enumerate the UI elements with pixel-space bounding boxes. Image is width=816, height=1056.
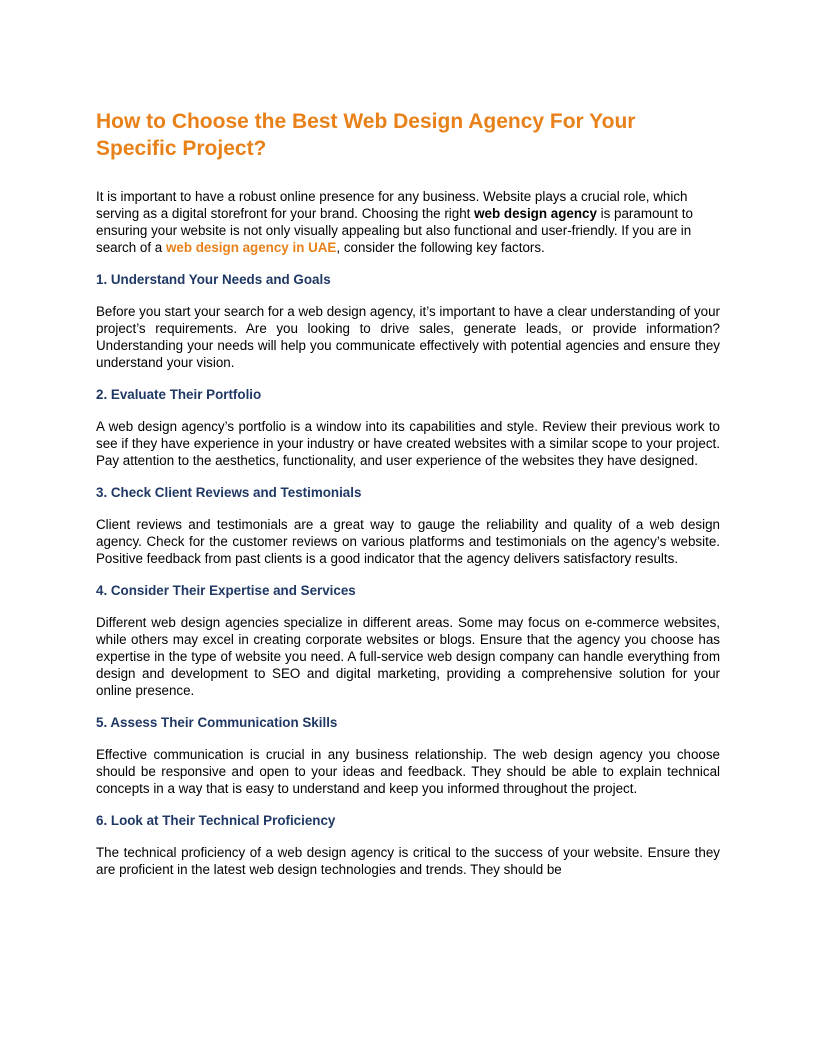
intro-text-2: is paramount to ensuring your website is not only visually appealing but also functional and user-friendly. If you are in search of a: [96, 206, 693, 255]
section-heading: 6. Look at Their Technical Proficiency: [96, 813, 336, 828]
section-heading: 2. Evaluate Their Portfolio: [96, 387, 262, 402]
section-body: A web design agency’s portfolio is a window into its capabilities and style. Review their previous work to see if they have experience in your industry or have created websites with a similar scope to your project. Pay attention to the aesthetics, functionality, and user experience of the websites they have designed.: [96, 419, 720, 468]
intro-text-3: , consider the following key factors.: [336, 240, 545, 255]
section-heading: 5. Assess Their Communication Skills: [96, 715, 338, 730]
section-body: Different web design agencies specialize in different areas. Some may focus on e-commerce websites, while others may excel in creating corporate websites or blogs. Ensure that the agency you choose has expertise in the type of website you need. A full-service web design company can handle everything from design and development to SEO and digital marketing, providing a comprehensive solution for your online presence.: [96, 615, 720, 698]
section-heading: 1. Understand Your Needs and Goals: [96, 272, 331, 287]
section-body: The technical proficiency of a web design agency is critical to the success of your website. Ensure they are proficient in the latest web design technologies and trends. They should be: [96, 845, 720, 877]
section-body: Effective communication is crucial in any business relationship. The web design agency you choose should be responsive and open to your ideas and feedback. They should be able to explain technical concepts in a way that is easy to understand and keep you informed throughout the project.: [96, 747, 720, 796]
section-heading: 4. Consider Their Expertise and Services: [96, 583, 356, 598]
web-design-agency-uae-link[interactable]: web design agency in UAE: [165, 240, 337, 255]
section-heading: 3. Check Client Reviews and Testimonials: [96, 485, 362, 500]
intro-text-1: It is important to have a robust online presence for any business. Website plays a crucial role, which serving as a digital storefront for your brand. Choosing the right: [96, 189, 688, 221]
document-page: [96, 108, 720, 878]
page-title: How to Choose the Best Web Design Agency For Your Specific Project?: [96, 110, 636, 160]
intro-paragraph: [96, 188, 720, 256]
section-body: Client reviews and testimonials are a great way to gauge the reliability and quality of a web design agency. Check for the customer reviews on various platforms and testimonials on the agency’s website. Positive feedback from past clients is a good indicator that the agency delivers satisfactory results.: [96, 517, 720, 566]
intro-bold-keyword: web design agency: [474, 206, 597, 221]
section-body: Before you start your search for a web design agency, it’s important to have a clear understanding of your project’s requirements. Are you looking to drive sales, generate leads, or provide information? Understanding your needs will help you communicate effectively with potential agencies and ensure they understand your vision.: [96, 304, 721, 370]
